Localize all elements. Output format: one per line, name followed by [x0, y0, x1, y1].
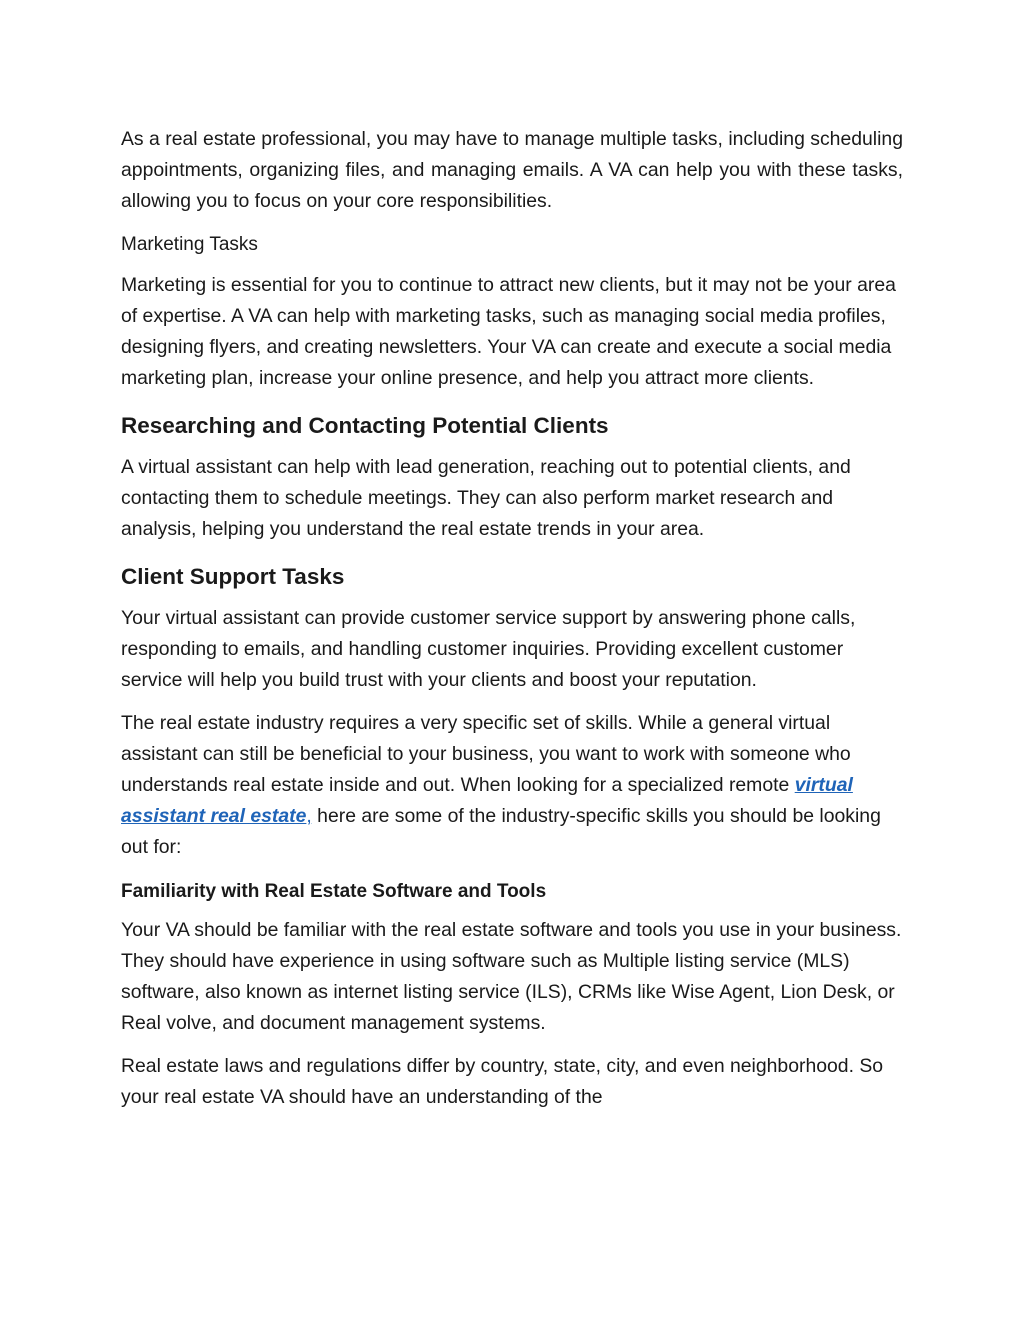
- software-paragraph: Your VA should be familiar with the real estate software and tools you use in your business. They should have experience in using software such as Multiple listing service (MLS) software, also known as internet listing service (ILS), CRMs like Wise Agent, Lion Desk, or Real volve, and document management systems.: [121, 919, 902, 1034]
- software-heading: Familiarity with Real Estate Software and Tools: [121, 881, 547, 902]
- research-paragraph: A virtual assistant can help with lead generation, reaching out to potential clients, and contacting them to schedule meetings. They can also perform market research and analysis, helping you understand the real estate trends in your area.: [121, 456, 851, 540]
- skills-paragraph: [121, 708, 903, 863]
- intro-paragraph: As a real estate professional, you may have to manage multiple tasks, including scheduling appointments, organizing files, and managing emails. A VA can help you with these tasks, allowing you to focus on your core responsibilities.: [121, 128, 903, 212]
- skills-text-before: The real estate industry requires a very specific set of skills. While a general virtual assistant can still be beneficial to your business, you want to work with someone who understands real estate inside and out. When looking for a specialized remote: [121, 712, 851, 796]
- skills-text-after: here are some of the industry-specific skills you should be looking out for:: [121, 805, 881, 858]
- link-comma: ,: [306, 805, 312, 827]
- laws-paragraph: Real estate laws and regulations differ by country, state, city, and even neighborhood. So your real estate VA should have an understanding of the: [121, 1055, 884, 1108]
- virtual-assistant-real-estate-link[interactable]: virtual assistant real estate: [121, 774, 853, 827]
- marketing-tasks-label: Marketing Tasks: [121, 234, 258, 255]
- research-heading: Researching and Contacting Potential Clients: [121, 413, 609, 438]
- marketing-paragraph: Marketing is essential for you to continue to attract new clients, but it may not be your area of expertise. A VA can help with marketing tasks, such as managing social media profiles, designing flyers, and creating newsletters. Your VA can create and execute a social media marketing plan, increase your online presence, and help you attract more clients.: [121, 274, 896, 389]
- document-page: [121, 124, 903, 1113]
- client-support-paragraph: Your virtual assistant can provide customer service support by answering phone calls, responding to emails, and handling customer inquiries. Providing excellent customer service will help you build trust with your clients and boost your reputation.: [121, 607, 856, 691]
- client-support-heading: Client Support Tasks: [121, 564, 345, 589]
